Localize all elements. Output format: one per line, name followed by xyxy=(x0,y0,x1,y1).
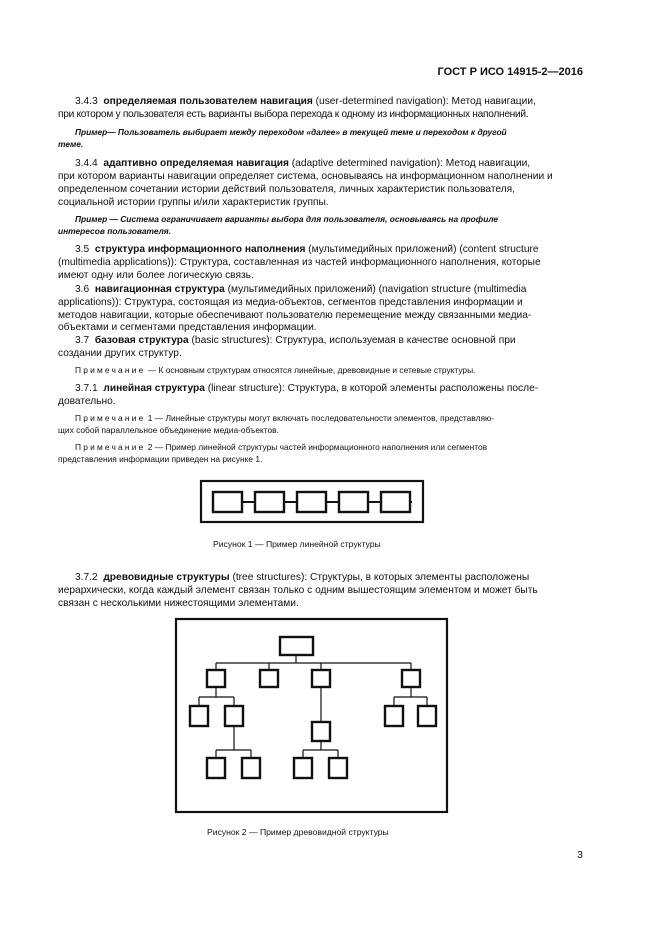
definition: (мультимедийных приложений) (navigation structure (multimedia xyxy=(224,284,527,295)
tree-root-node xyxy=(280,637,313,655)
example-2-line-2: интересов пользователя. xyxy=(58,226,172,236)
note-line: представления информации приведен на рисунке 1. xyxy=(58,454,263,464)
definition-line: социальной истории группы и/или характеристик группы. xyxy=(58,197,329,208)
figure-2-frame xyxy=(176,619,447,812)
note-3-7 xyxy=(58,364,581,376)
figure-2-caption: Рисунок 2 — Пример древовидной структуры xyxy=(207,827,389,837)
tree-node xyxy=(207,758,225,778)
section-3-4-3 xyxy=(58,95,581,108)
definition-line: определенном сочетании истории действий пользователя, личных характеристик пользователя, xyxy=(58,184,516,195)
section-3-7-1 xyxy=(58,382,581,395)
figure-1-frame xyxy=(201,481,423,522)
tree-node xyxy=(190,706,208,726)
example-2-line-1: Пример — Система ограничивает варианты выбора для пользователя, основываясь на профиле xyxy=(75,214,499,224)
section-3-5 xyxy=(58,243,581,256)
tree-node xyxy=(402,670,420,687)
note-label: Примечание xyxy=(75,365,146,375)
section-number: 3.7 xyxy=(75,335,90,346)
section-number: 3.4.4 xyxy=(75,158,98,169)
tree-node xyxy=(385,706,403,726)
term: древовидные структуры xyxy=(103,572,230,583)
tree-connectors xyxy=(199,655,427,758)
tree-node xyxy=(242,758,260,778)
definition-line: связан с несколькими нижестоящими элементами. xyxy=(58,598,299,609)
tree-node xyxy=(225,706,243,726)
note-text: 1 — Линейные структуры могут включать последовательности элементов, представляю- xyxy=(145,413,495,423)
example-1-line-2: теме. xyxy=(58,139,84,149)
linear-node xyxy=(213,492,242,512)
tree-node xyxy=(312,670,330,687)
page-number: 3 xyxy=(577,849,583,861)
tree-node xyxy=(294,758,312,778)
note-label: Примечание xyxy=(75,413,146,423)
definition-line: создании других структур. xyxy=(58,348,182,359)
section-number: 3.7.1 xyxy=(75,383,98,394)
note-label: Примечание xyxy=(75,442,146,452)
term: базовая структура xyxy=(94,335,189,346)
definition: (tree structures): Структуры, в которых элементы расположены xyxy=(229,572,530,583)
definition: (basic structures): Структура, используемая в качестве основной при xyxy=(188,335,516,346)
section-number: 3.4.3 xyxy=(75,96,98,107)
note-3-7-1-1 xyxy=(58,412,581,424)
section-3-4-4 xyxy=(58,157,581,170)
note-line: щих собой параллельное объединение медиа-объектов. xyxy=(58,425,279,435)
section-number: 3.6 xyxy=(75,284,90,295)
term: навигационная структура xyxy=(94,284,225,295)
definition: (user-determined navigation): Метод навигации, xyxy=(312,96,536,107)
note-3-7-1-2 xyxy=(58,441,581,453)
tree-node xyxy=(329,758,347,778)
linear-node xyxy=(255,492,284,512)
definition-line: applications)): Структура, состоящая из медиа-объектов, сегментов представления информации и xyxy=(58,297,523,308)
tree-node xyxy=(260,670,278,687)
section-3-6 xyxy=(58,283,581,296)
term: линейная структура xyxy=(103,383,205,394)
definition: (adaptive determined navigation): Метод навигации, xyxy=(288,158,531,169)
definition-line: имеют одну или более логическую связь. xyxy=(58,270,254,281)
definition-line: при котором у пользователя есть варианты выбора перехода к одному из информационных наполнений. xyxy=(58,109,529,120)
note-text: 2 — Пример линейной структуры частей информационного наполнения или сегментов xyxy=(145,442,488,452)
section-number: 3.5 xyxy=(75,244,90,255)
definition-line: иерархически, когда каждый элемент связан только с одним вышестоящим элементом и может быть xyxy=(58,585,538,596)
section-3-7 xyxy=(58,334,581,347)
definition-line: объектами и сегментами представления информации. xyxy=(58,322,317,333)
term: структура информационного наполнения xyxy=(94,244,306,255)
tree-node xyxy=(418,706,436,726)
definition-line: при котором варианты навигации определяет система, основываясь на информационном наполнении и xyxy=(58,171,553,182)
definition-line: (multimedia applications)): Структура, составленная из частей информационного наполнения, которые xyxy=(58,257,541,268)
figure-1-caption: Рисунок 1 — Пример линейной структуры xyxy=(213,539,381,549)
section-3-7-2 xyxy=(58,571,581,584)
linear-node xyxy=(339,492,368,512)
term: адаптивно определяемая навигация xyxy=(103,158,289,169)
definition: (мультимедийных приложений) (content structure xyxy=(305,244,539,255)
term: определяемая пользователем навигация xyxy=(103,96,313,107)
document-code: ГОСТ Р ИСО 14915-2—2016 xyxy=(437,66,583,78)
example-1-line-1: Пример— Пользователь выбирает между переходом «далее» в текущей теме и переходом к другой xyxy=(75,127,507,137)
section-number: 3.7.2 xyxy=(75,572,98,583)
definition-line: методов навигации, которые обеспечивают пользователю перемещение между связанными медиа- xyxy=(58,310,532,321)
definition: (linear structure): Структура, в которой элементы расположены после- xyxy=(204,383,539,394)
definition-line: довательно. xyxy=(58,396,116,407)
tree-node xyxy=(312,722,330,741)
note-text: — К основным структурам относятся линейные, древовидные и сетевые структуры. xyxy=(145,365,476,375)
tree-node xyxy=(207,670,225,687)
linear-node xyxy=(297,492,326,512)
linear-node xyxy=(381,492,410,512)
